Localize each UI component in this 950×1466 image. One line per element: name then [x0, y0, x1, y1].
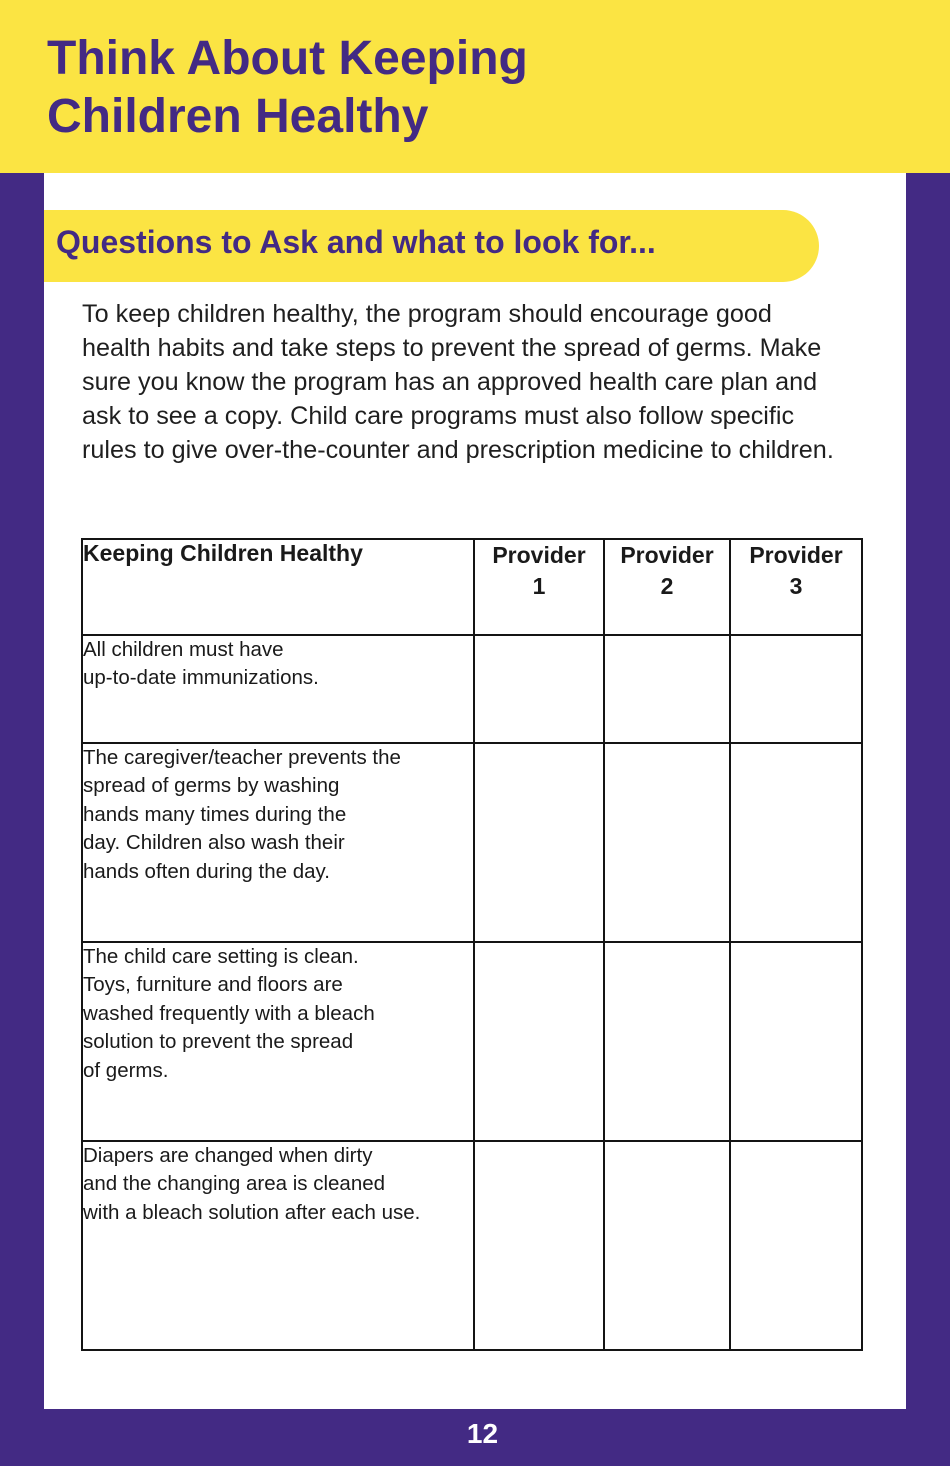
- section-heading: Questions to Ask and what to look for...: [56, 224, 656, 260]
- provider-1-column-header: Provider 1: [474, 539, 604, 635]
- provider-3-column-header: Provider 3: [730, 539, 862, 635]
- table-header-row: [82, 539, 862, 635]
- provider-2-column-header: Provider 2: [604, 539, 730, 635]
- provider-checklist-table: [81, 538, 863, 1351]
- criteria-cell: The child care setting is clean. Toys, furniture and floors are washed frequently with a bleach solution to prevent the spread of germs.: [82, 942, 474, 1141]
- provider-3-check-cell[interactable]: [730, 743, 862, 942]
- table-row: [82, 1141, 862, 1350]
- provider-2-check-cell[interactable]: [604, 942, 730, 1141]
- page-number: 12: [466, 1418, 499, 1449]
- provider-1-check-cell[interactable]: [474, 942, 604, 1141]
- provider-2-check-cell[interactable]: [604, 1141, 730, 1350]
- intro-paragraph: To keep children healthy, the program should encourage good health habits and take steps to prevent the spread of germs. Make sure you know the program has an approved health care plan and ask to see a copy. Child care programs must also follow specific rules to give over-the-counter and prescription medicine to children.: [82, 300, 834, 464]
- table-row: [82, 743, 862, 942]
- provider-2-check-cell[interactable]: [604, 743, 730, 942]
- provider-1-check-cell[interactable]: [474, 635, 604, 743]
- provider-1-check-cell[interactable]: [474, 743, 604, 942]
- criteria-cell: Diapers are changed when dirty and the changing area is cleaned with a bleach solution after each use.: [82, 1141, 474, 1350]
- table-row: [82, 942, 862, 1141]
- provider-3-check-cell[interactable]: [730, 1141, 862, 1350]
- criteria-column-header: Keeping Children Healthy: [82, 539, 474, 635]
- provider-1-check-cell[interactable]: [474, 1141, 604, 1350]
- criteria-cell: The caregiver/teacher prevents the spread of germs by washing hands many times during the day. Children also wash their hands often during the day.: [82, 743, 474, 942]
- provider-3-check-cell[interactable]: [730, 942, 862, 1141]
- provider-2-check-cell[interactable]: [604, 635, 730, 743]
- provider-3-check-cell[interactable]: [730, 635, 862, 743]
- page-title: Think About Keeping Children Healthy: [47, 32, 528, 143]
- table-row: [82, 635, 862, 743]
- criteria-cell: All children must have up-to-date immunizations.: [82, 635, 474, 743]
